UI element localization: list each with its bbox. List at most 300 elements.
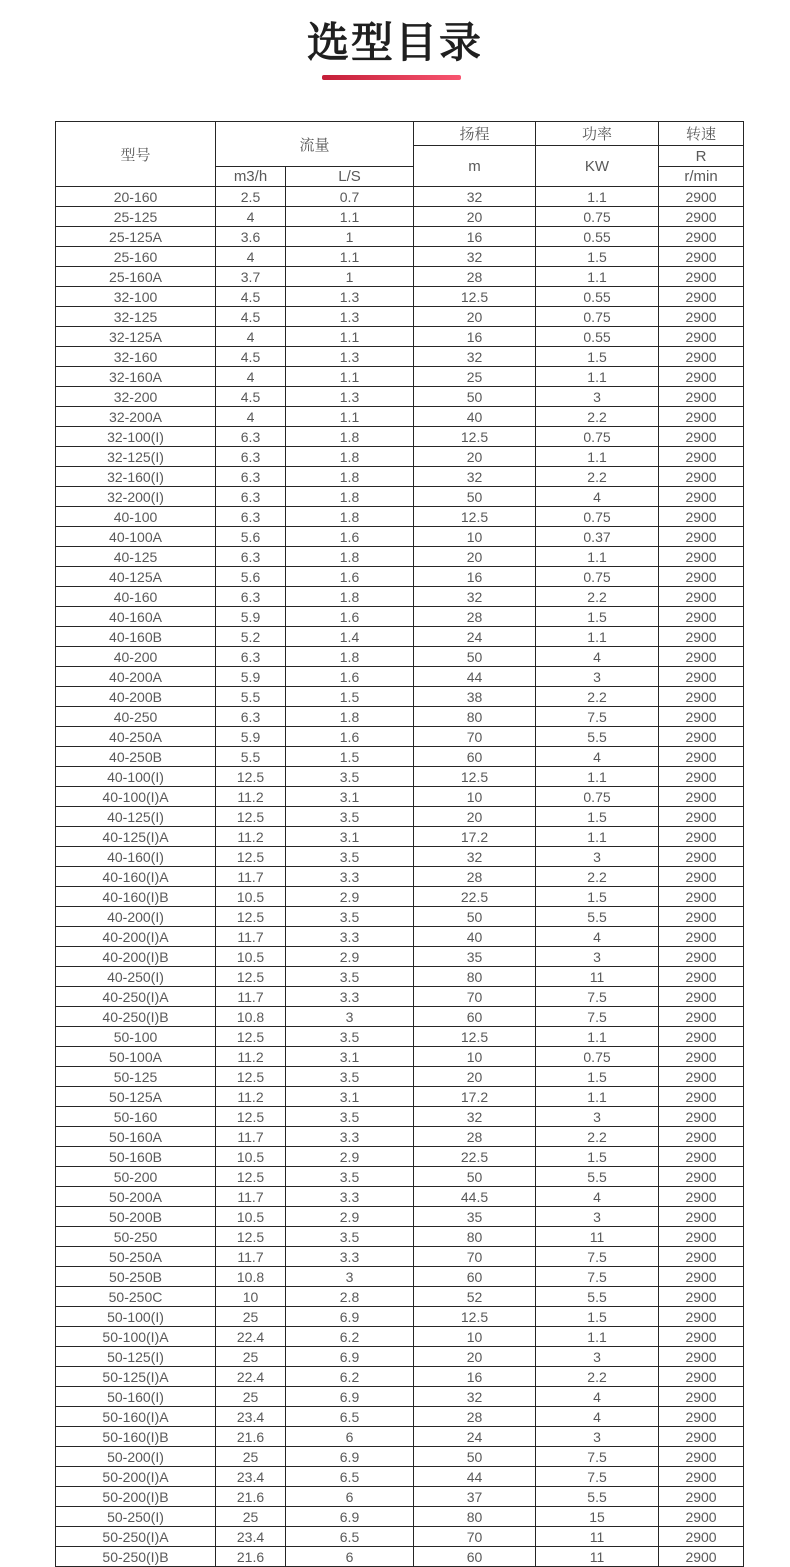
- table-cell: 50-100A: [56, 1047, 216, 1067]
- table-cell: 3.3: [286, 867, 414, 887]
- table-cell: 20: [414, 807, 536, 827]
- table-cell: 2900: [659, 427, 744, 447]
- table-cell: 50-250(I): [56, 1507, 216, 1527]
- table-cell: 21.6: [216, 1487, 286, 1507]
- table-cell: 1.1: [286, 207, 414, 227]
- table-cell: 1.5: [536, 607, 659, 627]
- table-cell: 2900: [659, 647, 744, 667]
- table-row: [56, 1227, 744, 1247]
- table-row: [56, 987, 744, 1007]
- table-cell: 2900: [659, 507, 744, 527]
- table-cell: 4.5: [216, 307, 286, 327]
- table-row: [56, 327, 744, 347]
- table-cell: 5.5: [536, 907, 659, 927]
- table-cell: 0.55: [536, 227, 659, 247]
- table-cell: 32: [414, 1107, 536, 1127]
- table-cell: 1: [286, 267, 414, 287]
- table-cell: 1.8: [286, 547, 414, 567]
- table-cell: 3: [536, 1207, 659, 1227]
- table-cell: 32: [414, 347, 536, 367]
- table-cell: 1.8: [286, 467, 414, 487]
- table-cell: 50: [414, 1167, 536, 1187]
- table-cell: 50-160B: [56, 1147, 216, 1167]
- table-cell: 7.5: [536, 1007, 659, 1027]
- table-cell: 2900: [659, 1207, 744, 1227]
- table-cell: 1.1: [536, 1327, 659, 1347]
- table-cell: 2900: [659, 367, 744, 387]
- table-cell: 7.5: [536, 1267, 659, 1287]
- table-cell: 3: [536, 1347, 659, 1367]
- table-cell: 1.8: [286, 487, 414, 507]
- table-cell: 3: [536, 1107, 659, 1127]
- table-cell: 70: [414, 1527, 536, 1547]
- header-flow: 流量: [216, 122, 414, 167]
- table-row: [56, 1167, 744, 1187]
- table-row: [56, 1067, 744, 1087]
- table-cell: 2900: [659, 1087, 744, 1107]
- table-cell: 2900: [659, 227, 744, 247]
- table-cell: 0.75: [536, 427, 659, 447]
- table-cell: 32: [414, 467, 536, 487]
- table-cell: 50-125(I)A: [56, 1367, 216, 1387]
- table-cell: 1.1: [536, 367, 659, 387]
- table-cell: 2900: [659, 1327, 744, 1347]
- table-cell: 10.5: [216, 887, 286, 907]
- table-cell: 2900: [659, 847, 744, 867]
- table-row: [56, 567, 744, 587]
- table-row: [56, 1487, 744, 1507]
- table-cell: 6.3: [216, 707, 286, 727]
- table-cell: 0.55: [536, 287, 659, 307]
- table-cell: 2900: [659, 447, 744, 467]
- table-cell: 3.5: [286, 847, 414, 867]
- table-cell: 21.6: [216, 1547, 286, 1567]
- table-cell: 4.5: [216, 287, 286, 307]
- table-row: [56, 587, 744, 607]
- table-cell: 40-250: [56, 707, 216, 727]
- table-cell: 2900: [659, 547, 744, 567]
- table-cell: 3.3: [286, 1187, 414, 1207]
- table-row: [56, 1347, 744, 1367]
- table-cell: 10.8: [216, 1007, 286, 1027]
- table-row: [56, 247, 744, 267]
- table-cell: 1.5: [536, 1067, 659, 1087]
- table-row: [56, 527, 744, 547]
- table-cell: 20: [414, 207, 536, 227]
- table-cell: 32: [414, 247, 536, 267]
- table-cell: 40-100(I)A: [56, 787, 216, 807]
- table-row: [56, 927, 744, 947]
- table-row: [56, 287, 744, 307]
- table-cell: 1.6: [286, 567, 414, 587]
- table-row: [56, 807, 744, 827]
- table-cell: 1.6: [286, 727, 414, 747]
- table-cell: 2.2: [536, 587, 659, 607]
- table-cell: 2900: [659, 687, 744, 707]
- table-cell: 6.3: [216, 647, 286, 667]
- table-cell: 1.1: [536, 187, 659, 207]
- table-row: [56, 787, 744, 807]
- table-row: [56, 907, 744, 927]
- table-cell: 2900: [659, 1547, 744, 1567]
- table-cell: 1.3: [286, 347, 414, 367]
- table-cell: 32: [414, 847, 536, 867]
- table-row: [56, 647, 744, 667]
- table-cell: 0.75: [536, 307, 659, 327]
- table-cell: 44: [414, 1467, 536, 1487]
- table-cell: 16: [414, 327, 536, 347]
- table-cell: 11.7: [216, 1187, 286, 1207]
- table-row: [56, 867, 744, 887]
- table-cell: 50: [414, 907, 536, 927]
- table-cell: 2900: [659, 887, 744, 907]
- table-cell: 12.5: [414, 507, 536, 527]
- table-cell: 6.3: [216, 507, 286, 527]
- table-cell: 24: [414, 627, 536, 647]
- table-row: [56, 627, 744, 647]
- table-cell: 12.5: [414, 427, 536, 447]
- table-row: [56, 1267, 744, 1287]
- table-cell: 32-160: [56, 347, 216, 367]
- table-row: [56, 1367, 744, 1387]
- table-cell: 17.2: [414, 827, 536, 847]
- table-row: [56, 367, 744, 387]
- table-cell: 2.2: [536, 687, 659, 707]
- table-cell: 2900: [659, 1127, 744, 1147]
- table-cell: 1.3: [286, 307, 414, 327]
- table-cell: 4: [536, 747, 659, 767]
- table-cell: 12.5: [216, 767, 286, 787]
- table-cell: 4: [536, 1407, 659, 1427]
- table-cell: 3.1: [286, 827, 414, 847]
- table-cell: 50: [414, 487, 536, 507]
- table-cell: 2900: [659, 607, 744, 627]
- table-cell: 6.9: [286, 1307, 414, 1327]
- header-flow-ls: L/S: [286, 167, 414, 187]
- table-body: [56, 187, 744, 1567]
- table-row: [56, 767, 744, 787]
- table-cell: 1.6: [286, 527, 414, 547]
- table-cell: 11: [536, 967, 659, 987]
- table-cell: 2900: [659, 467, 744, 487]
- table-cell: 2900: [659, 347, 744, 367]
- table-cell: 40-100: [56, 507, 216, 527]
- table-cell: 6.2: [286, 1367, 414, 1387]
- table-cell: 50-160(I)A: [56, 1407, 216, 1427]
- table-cell: 1.1: [536, 627, 659, 647]
- table-cell: 50-125A: [56, 1087, 216, 1107]
- table-row: [56, 207, 744, 227]
- table-row: [56, 707, 744, 727]
- table-cell: 22.5: [414, 1147, 536, 1167]
- table-cell: 0.75: [536, 1047, 659, 1067]
- table-cell: 6.3: [216, 427, 286, 447]
- table-cell: 12.5: [216, 1067, 286, 1087]
- table-cell: 2900: [659, 267, 744, 287]
- table-cell: 2900: [659, 967, 744, 987]
- table-row: [56, 1307, 744, 1327]
- table-cell: 1.1: [536, 767, 659, 787]
- table-cell: 5.5: [216, 687, 286, 707]
- table-cell: 5.6: [216, 567, 286, 587]
- table-cell: 11.2: [216, 827, 286, 847]
- table-cell: 11.2: [216, 1047, 286, 1067]
- table-cell: 25-160: [56, 247, 216, 267]
- table-cell: 3.6: [216, 227, 286, 247]
- table-row: [56, 1047, 744, 1067]
- table-cell: 1.5: [536, 1307, 659, 1327]
- table-cell: 3.5: [286, 1227, 414, 1247]
- table-cell: 25: [216, 1347, 286, 1367]
- header-power-unit: KW: [536, 146, 659, 187]
- header-head-unit: m: [414, 146, 536, 187]
- table-cell: 12.5: [216, 847, 286, 867]
- table-cell: 2900: [659, 1107, 744, 1127]
- table-cell: 6.9: [286, 1447, 414, 1467]
- table-cell: 10: [414, 787, 536, 807]
- table-cell: 2.9: [286, 1147, 414, 1167]
- table-cell: 32: [414, 187, 536, 207]
- table-cell: 50-200(I)A: [56, 1467, 216, 1487]
- table-cell: 10: [414, 1327, 536, 1347]
- table-cell: 28: [414, 867, 536, 887]
- table-header: [56, 122, 744, 187]
- table-cell: 23.4: [216, 1407, 286, 1427]
- table-cell: 32-160(I): [56, 467, 216, 487]
- table-cell: 0.7: [286, 187, 414, 207]
- table-cell: 50-200(I): [56, 1447, 216, 1467]
- table-cell: 5.6: [216, 527, 286, 547]
- table-cell: 10.5: [216, 1147, 286, 1167]
- table-cell: 50-160(I): [56, 1387, 216, 1407]
- table-cell: 28: [414, 607, 536, 627]
- table-cell: 25: [216, 1307, 286, 1327]
- table-cell: 5.2: [216, 627, 286, 647]
- table-cell: 50-250(I)A: [56, 1527, 216, 1547]
- table-cell: 0.75: [536, 507, 659, 527]
- table-cell: 25-160A: [56, 267, 216, 287]
- table-cell: 2900: [659, 247, 744, 267]
- table-cell: 40-200B: [56, 687, 216, 707]
- table-cell: 40-200(I)A: [56, 927, 216, 947]
- table-cell: 60: [414, 1267, 536, 1287]
- table-cell: 4: [216, 367, 286, 387]
- table-row: [56, 1247, 744, 1267]
- table-cell: 35: [414, 1207, 536, 1227]
- table-cell: 2900: [659, 1507, 744, 1527]
- table-cell: 2900: [659, 667, 744, 687]
- table-cell: 2900: [659, 727, 744, 747]
- table-cell: 2900: [659, 1467, 744, 1487]
- table-cell: 2900: [659, 747, 744, 767]
- table-cell: 2.2: [536, 1367, 659, 1387]
- table-cell: 2.2: [536, 467, 659, 487]
- table-cell: 2900: [659, 287, 744, 307]
- table-cell: 40-100A: [56, 527, 216, 547]
- table-cell: 25: [216, 1507, 286, 1527]
- table-cell: 50-100: [56, 1027, 216, 1047]
- table-cell: 16: [414, 567, 536, 587]
- table-cell: 2900: [659, 1287, 744, 1307]
- table-cell: 3.5: [286, 1067, 414, 1087]
- table-cell: 50-200A: [56, 1187, 216, 1207]
- table-cell: 2900: [659, 1307, 744, 1327]
- table-cell: 25: [414, 367, 536, 387]
- table-cell: 70: [414, 727, 536, 747]
- table-cell: 24: [414, 1427, 536, 1447]
- table-cell: 40: [414, 927, 536, 947]
- selection-table: [55, 121, 744, 1567]
- table-cell: 3: [536, 1427, 659, 1447]
- table-cell: 2900: [659, 1367, 744, 1387]
- table-cell: 1.8: [286, 507, 414, 527]
- table-cell: 3.3: [286, 987, 414, 1007]
- table-cell: 1.8: [286, 647, 414, 667]
- table-cell: 80: [414, 707, 536, 727]
- table-cell: 50-200(I)B: [56, 1487, 216, 1507]
- table-cell: 1.1: [286, 367, 414, 387]
- table-cell: 3: [536, 947, 659, 967]
- table-row: [56, 1527, 744, 1547]
- table-cell: 4: [536, 1187, 659, 1207]
- table-cell: 38: [414, 687, 536, 707]
- table-cell: 50-200B: [56, 1207, 216, 1227]
- table-cell: 1.1: [286, 247, 414, 267]
- table-cell: 32-200(I): [56, 487, 216, 507]
- table-cell: 2900: [659, 1027, 744, 1047]
- table-cell: 1.1: [536, 827, 659, 847]
- table-cell: 6.9: [286, 1387, 414, 1407]
- table-row: [56, 267, 744, 287]
- table-cell: 23.4: [216, 1467, 286, 1487]
- table-cell: 70: [414, 1247, 536, 1267]
- table-cell: 3: [286, 1267, 414, 1287]
- table-cell: 32-200: [56, 387, 216, 407]
- table-row: [56, 1467, 744, 1487]
- table-cell: 1.8: [286, 427, 414, 447]
- table-cell: 20: [414, 447, 536, 467]
- table-cell: 40-160A: [56, 607, 216, 627]
- table-cell: 4.5: [216, 347, 286, 367]
- table-cell: 50-250C: [56, 1287, 216, 1307]
- table-cell: 1: [286, 227, 414, 247]
- table-cell: 12.5: [216, 1107, 286, 1127]
- table-cell: 20-160: [56, 187, 216, 207]
- table-cell: 1.1: [536, 447, 659, 467]
- table-cell: 5.5: [216, 747, 286, 767]
- table-cell: 3: [536, 667, 659, 687]
- table-cell: 4.5: [216, 387, 286, 407]
- table-cell: 16: [414, 1367, 536, 1387]
- table-cell: 22.5: [414, 887, 536, 907]
- table-cell: 0.75: [536, 207, 659, 227]
- header-flow-m3h: m3/h: [216, 167, 286, 187]
- table-cell: 2.9: [286, 887, 414, 907]
- table-cell: 10: [414, 527, 536, 547]
- table-cell: 0.55: [536, 327, 659, 347]
- table-cell: 2900: [659, 587, 744, 607]
- table-cell: 12.5: [216, 807, 286, 827]
- table-cell: 5.5: [536, 727, 659, 747]
- table-cell: 40-160(I)A: [56, 867, 216, 887]
- table-cell: 6: [286, 1547, 414, 1567]
- table-cell: 37: [414, 1487, 536, 1507]
- table-cell: 2900: [659, 1347, 744, 1367]
- table-cell: 60: [414, 1007, 536, 1027]
- table-cell: 35: [414, 947, 536, 967]
- table-row: [56, 607, 744, 627]
- table-cell: 3.1: [286, 1087, 414, 1107]
- table-cell: 11: [536, 1527, 659, 1547]
- table-row: [56, 427, 744, 447]
- table-cell: 12.5: [216, 1227, 286, 1247]
- table-row: [56, 1207, 744, 1227]
- table-cell: 11: [536, 1227, 659, 1247]
- table-cell: 1.5: [536, 347, 659, 367]
- table-cell: 52: [414, 1287, 536, 1307]
- table-cell: 11.2: [216, 1087, 286, 1107]
- table-cell: 40-160B: [56, 627, 216, 647]
- table-cell: 20: [414, 547, 536, 567]
- table-row: [56, 407, 744, 427]
- table-row: [56, 1407, 744, 1427]
- table-cell: 40-160: [56, 587, 216, 607]
- table-cell: 6.3: [216, 447, 286, 467]
- table-cell: 4: [536, 1387, 659, 1407]
- table-cell: 32-100(I): [56, 427, 216, 447]
- table-cell: 0.75: [536, 567, 659, 587]
- table-cell: 40-160(I)B: [56, 887, 216, 907]
- table-cell: 32-125A: [56, 327, 216, 347]
- table-cell: 2900: [659, 1187, 744, 1207]
- table-cell: 25: [216, 1387, 286, 1407]
- table-cell: 2900: [659, 1147, 744, 1167]
- table-cell: 1.8: [286, 707, 414, 727]
- table-cell: 40-250(I): [56, 967, 216, 987]
- table-row: [56, 1507, 744, 1527]
- table-cell: 50-200: [56, 1167, 216, 1187]
- table-cell: 12.5: [216, 1027, 286, 1047]
- table-cell: 3: [536, 847, 659, 867]
- table-cell: 2900: [659, 1047, 744, 1067]
- table-cell: 1.1: [536, 267, 659, 287]
- table-cell: 2900: [659, 907, 744, 927]
- table-row: [56, 1187, 744, 1207]
- table-row: [56, 387, 744, 407]
- table-cell: 40-250(I)B: [56, 1007, 216, 1027]
- table-cell: 11.7: [216, 867, 286, 887]
- table-cell: 22.4: [216, 1327, 286, 1347]
- table-cell: 5.5: [536, 1487, 659, 1507]
- table-cell: 1.6: [286, 607, 414, 627]
- table-cell: 50-250B: [56, 1267, 216, 1287]
- table-cell: 2900: [659, 187, 744, 207]
- table-cell: 2900: [659, 327, 744, 347]
- table-cell: 1.8: [286, 447, 414, 467]
- table-cell: 10.5: [216, 947, 286, 967]
- table-row: [56, 347, 744, 367]
- table-cell: 21.6: [216, 1427, 286, 1447]
- table-cell: 1.8: [286, 587, 414, 607]
- table-row: [56, 1287, 744, 1307]
- table-cell: 50-125(I): [56, 1347, 216, 1367]
- table-cell: 1.1: [536, 1027, 659, 1047]
- table-cell: 2900: [659, 627, 744, 647]
- table-cell: 6.5: [286, 1467, 414, 1487]
- page-title: 选型目录: [306, 19, 483, 66]
- table-cell: 12.5: [414, 767, 536, 787]
- table-row: [56, 1007, 744, 1027]
